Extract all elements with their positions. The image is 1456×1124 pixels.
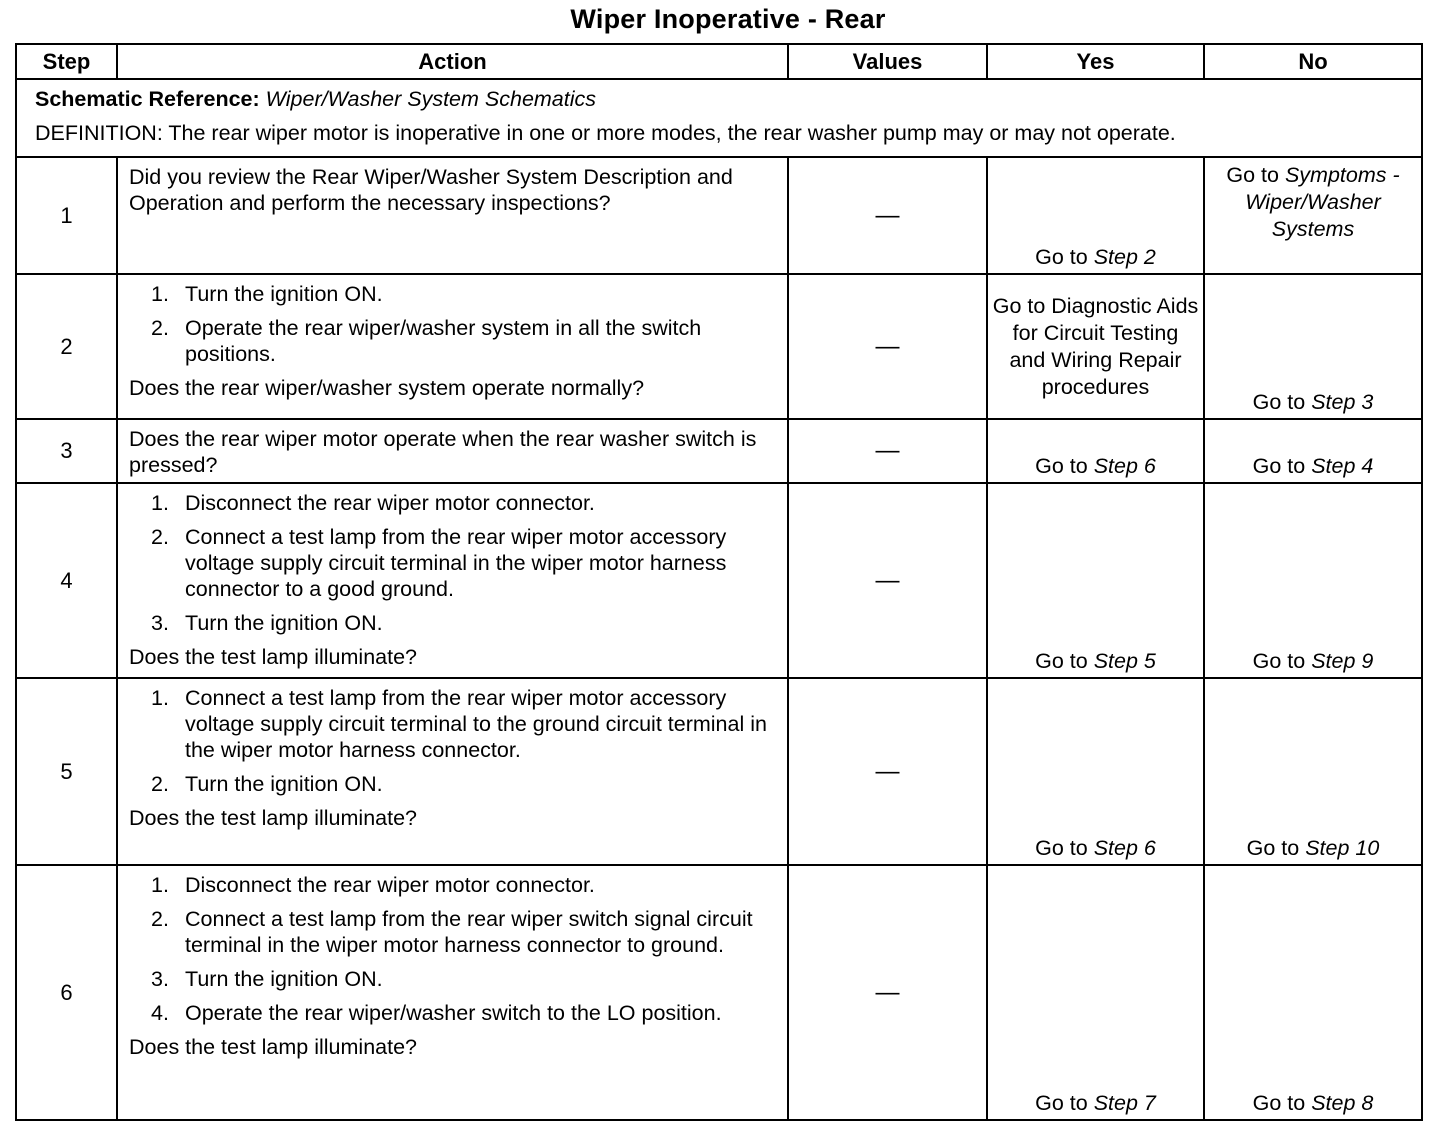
action-cell [117, 865, 788, 1120]
definition: DEFINITION: The rear wiper motor is inoperative in one or more modes, the rear washer pump may or may not operate. [35, 121, 1176, 145]
page-title: Wiper Inoperative - Rear [570, 4, 886, 34]
step-number: 6 [16, 865, 117, 1120]
values-cell: — [788, 274, 987, 419]
action-item: 1. Turn the ignition ON. [151, 282, 383, 306]
schematic-label: Schematic Reference: [35, 87, 260, 111]
action-list [129, 872, 779, 1026]
no-cell [1204, 483, 1422, 678]
action-list [129, 490, 779, 636]
yes-cell [987, 419, 1204, 483]
no-cell [1204, 157, 1422, 274]
values-cell: — [788, 157, 987, 274]
step-number: 5 [16, 678, 117, 865]
question-text: Does the rear wiper/washer system operate normally? [129, 376, 645, 400]
question-text: Does the rear wiper motor operate when the rear washer switch is pressed? [129, 427, 757, 477]
no-goto[interactable] [1253, 1091, 1374, 1115]
action-item: 1. Disconnect the rear wiper motor connector. [151, 491, 595, 515]
table-row [16, 157, 1422, 274]
goto-prefix: Go to [1035, 454, 1088, 478]
schematic-reference [35, 84, 1421, 118]
question-text: Did you review the Rear Wiper/Washer System Description and Operation and perform the necessary inspections? [129, 165, 733, 215]
yes-goto[interactable] [1035, 649, 1156, 673]
values-cell: — [788, 483, 987, 678]
header-action: Action [117, 44, 788, 79]
intro-row [16, 79, 1422, 157]
yes-goto[interactable] [1035, 1091, 1156, 1115]
values-cell: — [788, 865, 987, 1120]
action-item: 3. Turn the ignition ON. [151, 967, 383, 991]
header-step: Step [16, 44, 117, 79]
header-values: Values [788, 44, 987, 79]
goto-ref: Step 8 [1311, 1091, 1374, 1115]
goto-prefix: Go to [1226, 163, 1279, 187]
yes-goto[interactable] [1035, 245, 1156, 269]
header-row [16, 44, 1422, 79]
no-cell [1204, 678, 1422, 865]
action-cell [117, 274, 788, 419]
action-item: 2. Connect a test lamp from the rear wiper motor accessory voltage supply circuit terminal in the wiper motor harness connector to a good ground. [151, 525, 727, 601]
no-goto[interactable] [1253, 454, 1374, 478]
action-item: 1. Disconnect the rear wiper motor connector. [151, 873, 595, 897]
no-goto[interactable] [1226, 163, 1399, 241]
action-list [129, 281, 779, 367]
goto-ref: Step 9 [1311, 649, 1374, 673]
goto-ref: Step 7 [1093, 1091, 1156, 1115]
goto-ref: Step 6 [1093, 836, 1156, 860]
yes-goto[interactable]: Go to Diagnostic Aids for Circuit Testing and Wiring Repair procedures [992, 294, 1199, 399]
action-cell [117, 419, 788, 483]
table-row [16, 865, 1422, 1120]
yes-cell [987, 274, 1204, 419]
question-text: Does the test lamp illuminate? [129, 645, 418, 669]
goto-prefix: Go to [1035, 836, 1088, 860]
table-row [16, 483, 1422, 678]
no-cell [1204, 865, 1422, 1120]
values-cell: — [788, 419, 987, 483]
values-cell: — [788, 678, 987, 865]
yes-goto[interactable] [1035, 454, 1156, 478]
goto-ref: Step 5 [1093, 649, 1156, 673]
goto-prefix: Go to [1252, 390, 1306, 414]
goto-prefix: Go to [1252, 454, 1306, 478]
action-item: 2. Turn the ignition ON. [151, 772, 383, 796]
step-number: 1 [16, 157, 117, 274]
goto-ref: Symptoms - Wiper/Washer Systems [1245, 163, 1400, 241]
goto-ref: Step 6 [1093, 454, 1156, 478]
goto-ref: Step 3 [1311, 390, 1374, 414]
header-yes: Yes [987, 44, 1204, 79]
action-item: 4. Operate the rear wiper/washer switch to the LO position. [151, 1001, 722, 1025]
question-text: Does the test lamp illuminate? [129, 806, 418, 830]
action-cell [117, 157, 788, 274]
yes-goto[interactable] [1035, 836, 1156, 860]
no-goto[interactable] [1253, 649, 1374, 673]
header-no: No [1204, 44, 1422, 79]
step-number: 4 [16, 483, 117, 678]
step-number: 2 [16, 274, 117, 419]
yes-cell [987, 678, 1204, 865]
yes-cell [987, 157, 1204, 274]
intro-cell [16, 79, 1422, 157]
goto-prefix: Go to [1035, 245, 1088, 269]
no-cell [1204, 419, 1422, 483]
schematic-link[interactable]: Wiper/Washer System Schematics [265, 87, 597, 111]
action-cell [117, 483, 788, 678]
question-text: Does the test lamp illuminate? [129, 1035, 418, 1059]
goto-ref: Step 2 [1093, 245, 1156, 269]
yes-cell [987, 865, 1204, 1120]
step-number: 3 [16, 419, 117, 483]
action-item: 2. Connect a test lamp from the rear wiper switch signal circuit terminal in the wiper motor harness connector to ground. [151, 907, 753, 957]
action-cell [117, 678, 788, 865]
goto-prefix: Go to [1252, 649, 1306, 673]
goto-prefix: Go to [1035, 1091, 1088, 1115]
no-cell [1204, 274, 1422, 419]
goto-prefix: Go to [1252, 1091, 1306, 1115]
table-row [16, 274, 1422, 419]
goto-prefix: Go to [1035, 649, 1088, 673]
action-item: 1. Connect a test lamp from the rear wiper motor accessory voltage supply circuit terminal to the ground circuit terminal in the wiper motor harness connector. [151, 686, 767, 762]
goto-prefix: Go to [1246, 836, 1300, 860]
table-row [16, 678, 1422, 865]
action-list [129, 685, 779, 797]
action-item: 2. Operate the rear wiper/washer system in all the switch positions. [151, 316, 702, 366]
action-item: 3. Turn the ignition ON. [151, 611, 383, 635]
no-goto[interactable] [1247, 836, 1380, 860]
table-row [16, 419, 1422, 483]
yes-cell [987, 483, 1204, 678]
goto-ref: Step 10 [1305, 836, 1380, 860]
no-goto[interactable] [1253, 390, 1374, 414]
diagnostic-table [15, 43, 1423, 1121]
goto-ref: Step 4 [1311, 454, 1374, 478]
